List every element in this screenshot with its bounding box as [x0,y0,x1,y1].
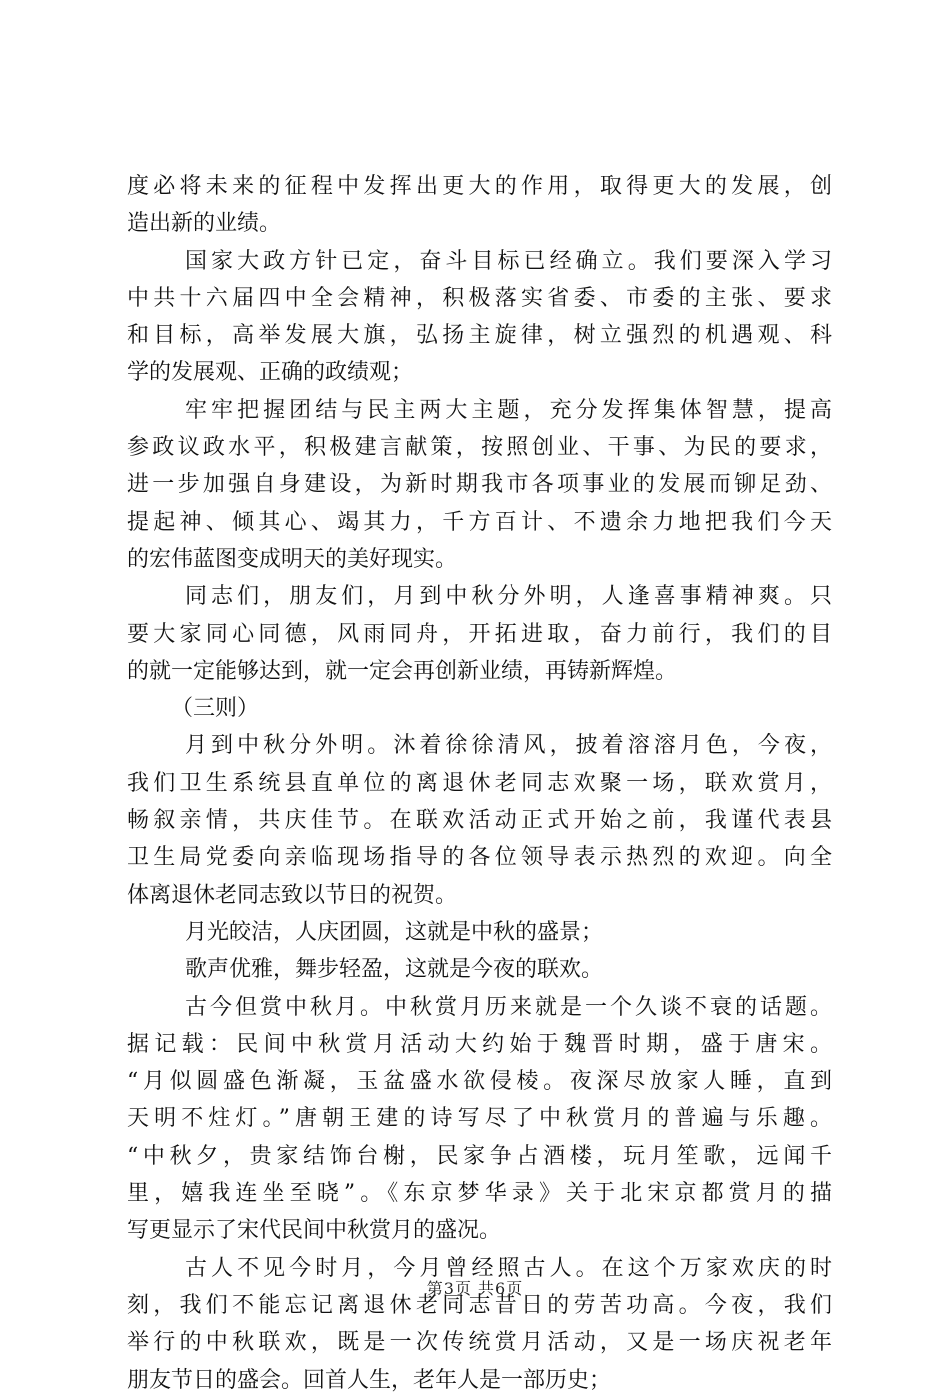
text-line: “中秋夕，贵家结饰台榭，民家争占酒楼，玩月笙歌，远闻千 [127,1143,832,1169]
text-line: 度必将未来的征程中发挥出更大的作用，取得更大的发展，创 [127,174,832,199]
text-line: 月光皎洁，人庆团圆，这就是中秋的盛景； [185,919,604,945]
page-number-footer: 第3页 共6页 [426,1279,524,1298]
text-line: 和目标，高举发展大旗，弘扬主旋律，树立强烈的机遇观、科 [127,323,832,349]
text-line: 提起神、倾其心、竭其力，千方百计、不遗余力地把我们今天 [127,509,832,535]
text-line: 体离退休老同志致以节日的祝贺。 [127,882,458,908]
text-line: 古人不见今时月，今月曾经照古人。在这个万家欢庆的时 [185,1255,832,1281]
text-line: 国家大政方针已定，奋斗目标已经确立。我们要深入学习 [185,248,832,274]
text-line: 同志们，朋友们，月到中秋分外明，人逢喜事精神爽。只 [185,584,832,610]
text-line: 月到中秋分外明。沐着徐徐清风，披着溶溶月色，今夜， [185,733,832,759]
text-line: 里，嬉我连坐至晓”。《东京梦华录》关于北宋京都赏月的描 [127,1181,832,1207]
text-line: 刻，我们不能忘记离退休老同志昔日的劳苦功高。今夜，我们 [127,1292,832,1318]
text-line: 造出新的业绩。 [127,211,282,237]
text-line: 朋友节日的盛会。回首人生，老年人是一部历史； [127,1367,612,1393]
text-line: 学的发展观、正确的政绩观； [127,360,414,386]
text-line: 我们卫生系统县直单位的离退休老同志欢聚一场，联欢赏月， [127,770,832,796]
text-line: 畅叙亲情，共庆佳节。在联欢活动正式开始之前，我谨代表县 [127,808,832,834]
text-line: 参政议政水平，积极建言献策，按照创业、干事、为民的要求， [127,435,832,461]
text-line: 的就一定能够达到，就一定会再创新业绩，再铸新辉煌。 [127,658,678,684]
text-line: 卫生局党委向亲临现场指导的各位领导表示热烈的欢迎。向全 [127,845,832,871]
document-body [127,168,832,1399]
text-line: “月似圆盛色渐凝，玉盆盛水欲侵棱。夜深尽放家人睡，直到 [127,1069,832,1095]
text-line: 歌声优雅，舞步轻盈，这就是今夜的联欢。 [185,957,604,983]
text-line: 中共十六届四中全会精神，积极落实省委、市委的主张、要求 [127,285,832,311]
text-line: 据记载：民间中秋赏月活动大约始于魏晋时期，盛于唐宋。 [127,1031,832,1057]
text-line: 举行的中秋联欢，既是一次传统赏月活动，又是一场庆祝老年 [127,1330,832,1356]
text-line: 的宏伟蓝图变成明天的美好现实。 [127,546,458,572]
text-line: 要大家同心同德，风雨同舟，开拓进取，奋力前行，我们的目 [127,621,832,647]
text-line: 天明不炷灯。”唐朝王建的诗写尽了中秋赏月的普遍与乐趣。 [127,1106,832,1132]
section-heading: （三则） [171,696,260,722]
text-line: 进一步加强自身建设，为新时期我市各项事业的发展而铆足劲、 [127,472,832,498]
text-line: 牢牢把握团结与民主两大主题，充分发挥集体智慧，提高 [185,397,832,423]
text-line: 写更显示了宋代民间中秋赏月的盛况。 [127,1218,502,1244]
text-line: 古今但赏中秋月。中秋赏月历来就是一个久谈不衰的话题。 [185,994,832,1020]
